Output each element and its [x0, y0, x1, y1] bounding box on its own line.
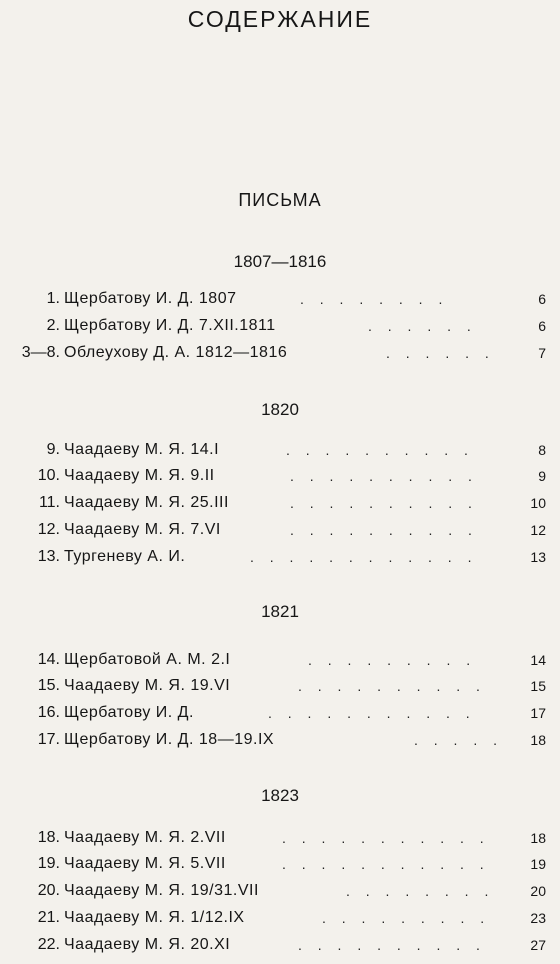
leader-dots: . . . . . . . . . . — [290, 495, 478, 511]
entry-page: 8 — [538, 442, 546, 458]
entry-number: 17. — [37, 731, 60, 748]
entry-number: 20. — [37, 882, 60, 899]
toc-entry — [0, 825, 560, 851]
entry-text: Тургеневу А. И. — [64, 548, 186, 565]
entry-text: Чаадаеву М. Я. 1/12.IX — [64, 909, 245, 926]
entry-page: 10 — [530, 495, 546, 511]
year-heading: 1820 — [261, 400, 299, 419]
leader-dots: . . . . . . . . . . — [298, 937, 486, 953]
entry-page: 20 — [530, 883, 546, 899]
entry-page: 27 — [530, 937, 546, 953]
entry-page: 18 — [530, 732, 546, 748]
entry-number: 16. — [37, 704, 60, 721]
leader-dots: . . . . . . . . — [300, 291, 449, 307]
entry-page: 7 — [538, 345, 546, 361]
entry-number: 2. — [46, 317, 60, 334]
entry-text: Чаадаеву М. Я. 5.VII — [64, 855, 226, 872]
entry-page: 17 — [530, 705, 546, 721]
entry-number: 10. — [37, 467, 60, 484]
toc-entry — [0, 463, 560, 489]
entry-text: Чаадаеву М. Я. 19/31.VII — [64, 882, 259, 899]
entry-page: 13 — [530, 549, 546, 565]
entry-page: 15 — [530, 678, 546, 694]
entry-text: Щербатову И. Д. — [64, 704, 194, 721]
leader-dots: . . . . . . . . . . . — [282, 856, 490, 872]
entry-text: Чаадаеву М. Я. 9.II — [64, 467, 215, 484]
toc-entry — [0, 313, 560, 339]
entry-number: 1. — [46, 290, 60, 307]
toc-entry — [0, 647, 560, 673]
leader-dots: . . . . . . . . . — [322, 910, 491, 926]
leader-dots: . . . . . . . . . . . . — [250, 549, 478, 565]
leader-dots: . . . . . . . . — [346, 883, 495, 899]
leader-dots: . . . . . . . . . . . — [268, 705, 476, 721]
entry-page: 14 — [530, 652, 546, 668]
entry-number: 13. — [37, 548, 60, 565]
toc-entry — [0, 673, 560, 699]
toc-entry — [0, 727, 560, 753]
toc-entry — [0, 851, 560, 877]
leader-dots: . . . . . . — [368, 318, 477, 334]
leader-dots: . . . . . . . . . . . — [282, 830, 490, 846]
entry-number: 3—8. — [21, 344, 60, 361]
entry-page: 23 — [530, 910, 546, 926]
entry-page: 18 — [530, 830, 546, 846]
leader-dots: . . . . . . . . . . — [298, 678, 486, 694]
entry-text: Облеухову Д. А. 1812—1816 — [64, 344, 288, 361]
year-heading: 1821 — [261, 602, 299, 621]
entry-number: 14. — [37, 651, 60, 668]
leader-dots: . . . . . . . . . . — [290, 468, 478, 484]
entry-text: Чаадаеву М. Я. 25.III — [64, 494, 229, 511]
leader-dots: . . . . . . — [386, 345, 495, 361]
entry-text: Чаадаеву М. Я. 7.VI — [64, 521, 221, 538]
section-title: ПИСЬМА — [238, 190, 322, 210]
entry-number: 22. — [37, 936, 60, 953]
entry-text: Чаадаеву М. Я. 20.XI — [64, 936, 231, 953]
year-heading: 1823 — [261, 786, 299, 805]
entry-number: 11. — [38, 494, 60, 511]
toc-entry — [0, 517, 560, 543]
leader-dots: . . . . . — [414, 732, 504, 748]
toc-entry — [0, 700, 560, 726]
entry-number: 19. — [37, 855, 60, 872]
entry-page: 12 — [530, 522, 546, 538]
page-title: СОДЕРЖАНИЕ — [187, 6, 373, 32]
leader-dots: . . . . . . . . . . — [286, 442, 474, 458]
entry-text: Щербатову И. Д. 18—19.IX — [64, 731, 275, 748]
entry-number: 18. — [37, 829, 60, 846]
entry-text: Щербатову И. Д. 7.XII.1811 — [64, 317, 276, 334]
toc-entry — [0, 340, 560, 366]
toc-entry — [0, 544, 560, 570]
toc-entry — [0, 490, 560, 516]
entry-number: 15. — [37, 677, 60, 694]
toc-entry — [0, 286, 560, 312]
entry-text: Чаадаеву М. Я. 19.VI — [64, 677, 231, 694]
leader-dots: . . . . . . . . . — [308, 652, 477, 668]
entry-number: 12. — [37, 521, 60, 538]
toc-entry — [0, 437, 560, 463]
entry-page: 9 — [538, 468, 546, 484]
entry-text: Чаадаеву М. Я. 14.I — [64, 441, 220, 458]
entry-page: 6 — [538, 291, 546, 307]
entry-number: 9. — [46, 441, 60, 458]
entry-number: 21. — [37, 909, 60, 926]
entry-text: Щербатову И. Д. 1807 — [64, 290, 237, 307]
year-heading: 1807—1816 — [233, 252, 327, 271]
toc-entry — [0, 878, 560, 904]
leader-dots: . . . . . . . . . . — [290, 522, 478, 538]
toc-entry — [0, 905, 560, 931]
toc-entry — [0, 932, 560, 958]
entry-page: 19 — [530, 856, 546, 872]
entry-page: 6 — [538, 318, 546, 334]
entry-text: Щербатовой А. М. 2.I — [64, 651, 231, 668]
entry-text: Чаадаеву М. Я. 2.VII — [64, 829, 226, 846]
